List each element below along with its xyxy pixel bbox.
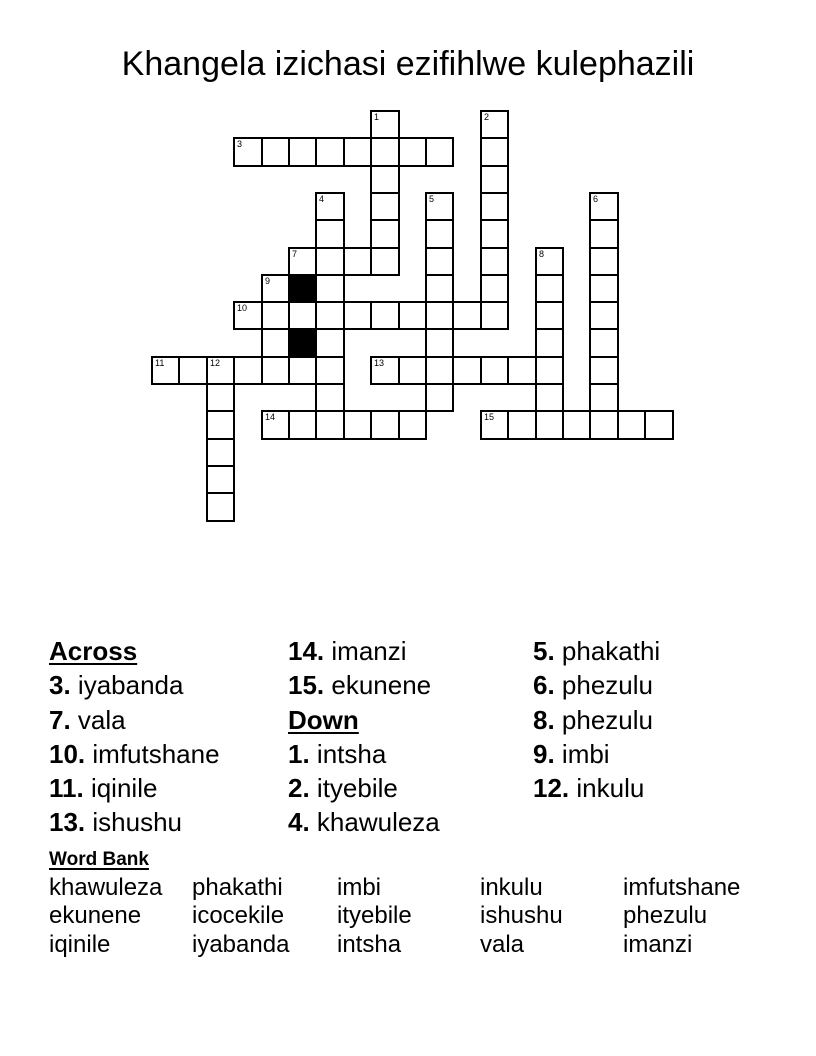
grid-cell[interactable] (261, 410, 290, 440)
clue-list-header: Across (49, 636, 138, 666)
grid-cell[interactable] (398, 410, 427, 440)
grid-cell[interactable] (261, 274, 290, 303)
grid-cell[interactable] (480, 274, 509, 303)
word-bank-word: khawuleza (49, 874, 163, 901)
clue-answer: vala (70, 704, 126, 735)
cell-number: 11 (155, 358, 165, 368)
grid-cell[interactable] (370, 301, 400, 330)
clue-item (533, 668, 660, 702)
clue-answer: phakathi (554, 636, 661, 666)
grid-cell[interactable] (233, 356, 263, 385)
clue-answer: iqinile (83, 773, 158, 804)
word-bank-word: phakathi (192, 874, 283, 901)
grid-cell[interactable] (343, 301, 372, 330)
clue-number: 14. (288, 636, 325, 666)
grid-cell[interactable] (425, 274, 454, 303)
cell-number: 15 (484, 412, 495, 422)
grid-cell[interactable] (480, 110, 509, 139)
clue-answer: imfutshane (85, 738, 220, 769)
word-bank-word: imbi (337, 874, 382, 901)
clue-item (288, 771, 440, 805)
grid-cell[interactable] (425, 192, 454, 221)
clue-answer: inkulu (569, 773, 645, 804)
grid-cell[interactable] (370, 247, 400, 276)
clue-answer: phezulu (554, 704, 653, 735)
grid-cell[interactable] (589, 247, 619, 276)
grid-cell[interactable] (315, 383, 345, 412)
grid-cell[interactable] (535, 383, 564, 412)
grid-cell[interactable] (315, 356, 345, 385)
cell-number: 4 (319, 194, 325, 204)
cell-number: 5 (429, 194, 435, 204)
clue-column (533, 634, 660, 805)
grid-cell[interactable] (288, 247, 317, 276)
grid-cell[interactable] (480, 410, 509, 440)
grid-cell[interactable] (206, 438, 235, 467)
clue-item (49, 771, 220, 805)
grid-cell[interactable] (589, 410, 619, 440)
word-bank-word: ishushu (480, 902, 563, 930)
word-bank-word: icocekile (192, 902, 285, 930)
grid-cell[interactable] (480, 301, 509, 330)
grid-cell[interactable] (370, 110, 400, 139)
clue-item (288, 737, 440, 771)
grid-cell[interactable] (425, 328, 454, 358)
grid-cell[interactable] (535, 247, 564, 276)
grid-cell[interactable] (315, 219, 345, 249)
grid-cell[interactable] (370, 219, 400, 249)
grid-cell[interactable] (206, 492, 235, 522)
clue-number: 11. (49, 773, 84, 804)
clue-number: 6. (533, 670, 555, 701)
clue-number: 15. (288, 670, 325, 701)
grid-cell[interactable] (315, 192, 345, 221)
clue-item (288, 805, 440, 839)
word-bank-column (480, 874, 563, 959)
grid-cell[interactable] (535, 410, 564, 440)
clue-column (49, 634, 220, 840)
word-bank-column (192, 874, 289, 959)
cell-number: 8 (539, 249, 545, 259)
word-bank-word: iyabanda (192, 930, 290, 958)
word-bank-word: intsha (337, 930, 402, 958)
cell-number: 10 (237, 303, 248, 313)
clue-answer: imbi (554, 738, 610, 769)
grid-cell[interactable] (315, 247, 345, 276)
grid-cell[interactable] (398, 301, 427, 330)
grid-cell[interactable] (315, 328, 345, 358)
grid-cell[interactable] (261, 301, 290, 330)
word-bank-word: imfutshane (623, 874, 741, 901)
grid-cell[interactable] (151, 356, 180, 385)
cell-number: 13 (374, 358, 385, 368)
grid-cell[interactable] (507, 410, 537, 440)
grid-cell[interactable] (288, 137, 317, 167)
cell-number: 14 (265, 412, 276, 422)
grid-cell[interactable] (589, 328, 619, 358)
grid-cell-black (288, 274, 317, 303)
clue-number: 9. (533, 738, 555, 769)
grid-cell[interactable] (288, 301, 317, 330)
grid-cell[interactable] (589, 219, 619, 249)
clue-number: 5. (533, 636, 555, 666)
grid-cell[interactable] (589, 192, 619, 221)
grid-cell[interactable] (589, 383, 619, 412)
grid-cell[interactable] (343, 137, 372, 167)
grid-cell[interactable] (178, 356, 208, 385)
grid-cell-black (288, 328, 317, 358)
word-bank-word: inkulu (480, 874, 543, 901)
grid-cell[interactable] (206, 465, 235, 494)
grid-cell[interactable] (206, 356, 235, 385)
clue-number: 3. (49, 670, 71, 701)
grid-cell[interactable] (343, 410, 372, 440)
cell-number: 2 (484, 112, 490, 122)
clue-answer: ekunene (324, 670, 432, 701)
clue-item (288, 668, 440, 702)
grid-cell[interactable] (261, 328, 290, 358)
grid-cell[interactable] (480, 247, 509, 276)
cell-number: 1 (374, 112, 380, 122)
grid-cell[interactable] (535, 356, 564, 385)
grid-cell[interactable] (370, 410, 400, 440)
grid-cell[interactable] (535, 328, 564, 358)
word-bank-word: ityebile (337, 902, 412, 930)
grid-cell[interactable] (589, 356, 619, 385)
grid-cell[interactable] (370, 192, 400, 221)
grid-cell[interactable] (535, 274, 564, 303)
word-bank-word: imanzi (623, 930, 693, 958)
grid-cell[interactable] (480, 165, 509, 194)
clue-number: 8. (533, 704, 555, 735)
grid-cell[interactable] (370, 137, 400, 167)
cell-number: 9 (265, 276, 271, 286)
grid-cell[interactable] (206, 410, 235, 440)
grid-cell[interactable] (315, 274, 345, 303)
grid-cell[interactable] (425, 356, 454, 385)
page-title: Khangela izichasi ezifihlwe kulephazili (121, 45, 695, 83)
clue-list-header: Down (288, 704, 359, 735)
cell-number: 6 (593, 194, 599, 204)
grid-cell[interactable] (535, 301, 564, 330)
grid-cell[interactable] (315, 137, 345, 167)
grid-cell[interactable] (315, 410, 345, 440)
clue-number: 1. (288, 738, 310, 769)
word-bank-column (623, 874, 740, 959)
grid-cell[interactable] (480, 137, 509, 167)
grid-cell[interactable] (233, 137, 263, 167)
grid-cell[interactable] (452, 356, 482, 385)
word-bank-column (337, 874, 412, 959)
word-bank-column (49, 874, 162, 959)
clue-answer: imanzi (324, 636, 407, 666)
clue-number: 4. (288, 807, 310, 838)
grid-cell[interactable] (425, 247, 454, 276)
cell-number: 7 (292, 249, 298, 259)
grid-cell[interactable] (288, 356, 317, 385)
grid-cell[interactable] (425, 383, 454, 412)
word-bank-word: iqinile (49, 930, 111, 958)
clue-item (533, 703, 660, 737)
grid-cell[interactable] (480, 219, 509, 249)
grid-cell[interactable] (288, 410, 317, 440)
clue-item (533, 737, 660, 771)
clue-answer: phezulu (554, 670, 653, 701)
grid-cell[interactable] (425, 137, 454, 167)
clue-item (49, 703, 220, 737)
grid-cell[interactable] (370, 356, 400, 385)
clue-item (288, 634, 440, 668)
clue-answer: ishushu (85, 807, 182, 838)
clue-column (288, 634, 440, 840)
grid-cell[interactable] (398, 137, 427, 167)
grid-cell[interactable] (206, 383, 235, 412)
clue-item (49, 668, 220, 702)
grid-cell[interactable] (617, 410, 646, 440)
grid-cell[interactable] (507, 356, 537, 385)
clue-item (49, 805, 220, 839)
grid-cell[interactable] (589, 301, 619, 330)
grid-cell[interactable] (233, 301, 263, 330)
word-bank-word: vala (480, 930, 525, 958)
grid-cell[interactable] (398, 356, 427, 385)
clue-number: 10. (49, 738, 86, 769)
clue-number: 7. (49, 704, 71, 735)
clue-item (533, 771, 660, 805)
clue-answer: ityebile (309, 773, 398, 804)
grid-cell[interactable] (261, 356, 290, 385)
word-bank-header: Word Bank (49, 849, 149, 870)
clue-item (533, 634, 660, 668)
grid-cell[interactable] (370, 165, 400, 194)
clue-number: 2. (288, 773, 310, 804)
grid-cell[interactable] (261, 137, 290, 167)
word-bank-word: ekunene (49, 902, 142, 930)
cell-number: 12 (210, 358, 221, 368)
grid-cell[interactable] (480, 356, 509, 385)
clue-item (49, 737, 220, 771)
grid-cell[interactable] (562, 410, 591, 440)
grid-cell[interactable] (589, 274, 619, 303)
grid-cell[interactable] (425, 219, 454, 249)
clue-number: 12. (533, 773, 570, 804)
grid-cell[interactable] (452, 301, 482, 330)
cell-number: 3 (237, 139, 243, 149)
clue-answer: intsha (309, 738, 387, 769)
grid-cell[interactable] (480, 192, 509, 221)
clue-answer: khawuleza (309, 807, 440, 838)
grid-cell[interactable] (644, 410, 674, 440)
clue-number: 13. (49, 807, 86, 838)
grid-cell[interactable] (425, 301, 454, 330)
grid-cell[interactable] (343, 247, 372, 276)
word-bank-word: phezulu (623, 902, 708, 930)
clue-answer: iyabanda (70, 670, 184, 701)
grid-cell[interactable] (315, 301, 345, 330)
